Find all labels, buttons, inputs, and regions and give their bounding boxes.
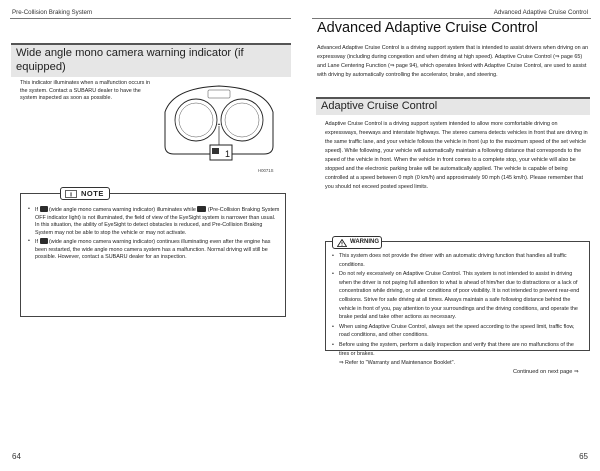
left-header-rule: [10, 18, 291, 19]
right-running-header: Advanced Adaptive Cruise Control: [493, 9, 588, 16]
camera-warning-icon: [40, 206, 48, 212]
note-item-1: • If (wide angle mono camera warning indicator) illuminates while (Pre-Collision Braking System OFF indicator light) is not illuminated, the field of view of the EyeSight system is narrower than usual. In this situation, the ability of EyeSight to detect obstacles is reduced, and Pre-Collision Braking System may not be able to stop the vehicle or may not activate.: [28, 206, 280, 237]
page-title: Advanced Adaptive Cruise Control: [317, 20, 538, 36]
note-list: [28, 206, 280, 263]
camera-warning-icon: [40, 238, 48, 244]
indicator-description: This indicator illuminates when a malfunction occurs in the system. Contact a SUBARU dealer to have the system inspected as soon as possible.: [20, 80, 151, 102]
intro-paragraph: Advanced Adaptive Cruise Control is a driving support system that is intended to assist drivers when driving on an expressway (including during congestion and when driving at high speed). Adaptive Cruise Control (⇒ page 65) and Lane Centering Function (⇒ page 94), which operates linked with Adaptive Cruise Control, are used to assist with driving by automatically controlling the accelerator, brake, and steering.: [317, 45, 589, 79]
subsection-title-acc: Adaptive Cruise Control: [316, 97, 590, 115]
warning-list: [332, 252, 584, 368]
warning-triangle-icon: [337, 239, 347, 247]
right-page-number: 65: [579, 452, 588, 461]
note-item-2: • If (wide angle mono camera warning indicator) continues illuminating even after the engine has been restarted, the wide angle mono camera system has a malfunction. Normal driving will still be possible. However, contact a SUBARU dealer for an inspection.: [28, 238, 280, 262]
warning-item-2: • Do not rely excessively on Adaptive Cruise Control. This system is not intended to assist in driving when the driver is not paying full attention to what is ahead of him/her due to distractions or a lack of concentration while driving, or under conditions of poor visibility. It is not intended to prevent rear-end collisions. Strive for safe driving at all times. Always maintain a safe following distance behind the vehicle in front of you, pay attention to your surroundings and the driving conditions, and operate the brake pedal and take other actions as necessary.: [332, 270, 584, 322]
warning-label: WARNING: [332, 236, 382, 249]
left-running-header: Pre-Collision Braking System: [12, 9, 93, 16]
instrument-cluster-figure: [161, 82, 278, 172]
left-page-number: 64: [12, 452, 21, 461]
warning-item-4: • Before using the system, perform a daily inspection and verify that there are no malfunctions of the tires or brakes.: [332, 341, 584, 358]
section-title-camera-indicator: Wide angle mono camera warning indicator (if equipped): [11, 43, 291, 77]
acc-description: Adaptive Cruise Control is a driving support system intended to allow more comfortable driving on expressways, freeways and interstate highways. The stereo camera detects vehicles in front that are driving in the same traffic lane, and your vehicle follows the vehicle in front (up to the maximum speed of the set vehicle speed). While following, your vehicle will automatically maintain a following distance that corresponds to the speed of the vehicle in front. When the vehicle in front comes to a complete stop, your vehicle will also be stopped and the electronic parking brake will be automatically applied. The vehicle is capable of being controlled at a speed between 0 mph (0 km/h) and approximately 90 mph (145 km/h). Please remember that you should not exceed posted speed limits.: [325, 121, 588, 191]
figure-code: H0071S: [258, 168, 274, 173]
warning-item-1: • This system does not provide the driver with an automatic driving function that handles all traffic conditions.: [332, 252, 584, 269]
note-icon: [65, 190, 77, 198]
continued-next-page: Continued on next page ⇒: [513, 369, 579, 375]
right-header-rule: [312, 18, 591, 19]
braking-off-indicator-icon: [197, 206, 206, 212]
warranty-booklet-reference: ⇒ Refer to "Warranty and Maintenance Booklet".: [339, 360, 456, 367]
warning-item-3: • When using Adaptive Cruise Control, always set the speed according to the speed limit, traffic flow, road conditions, and other conditions.: [332, 323, 584, 340]
svg-text:i: i: [70, 191, 72, 198]
figure-callout-number: 1: [225, 149, 231, 159]
note-label: i NOTE: [60, 187, 110, 200]
